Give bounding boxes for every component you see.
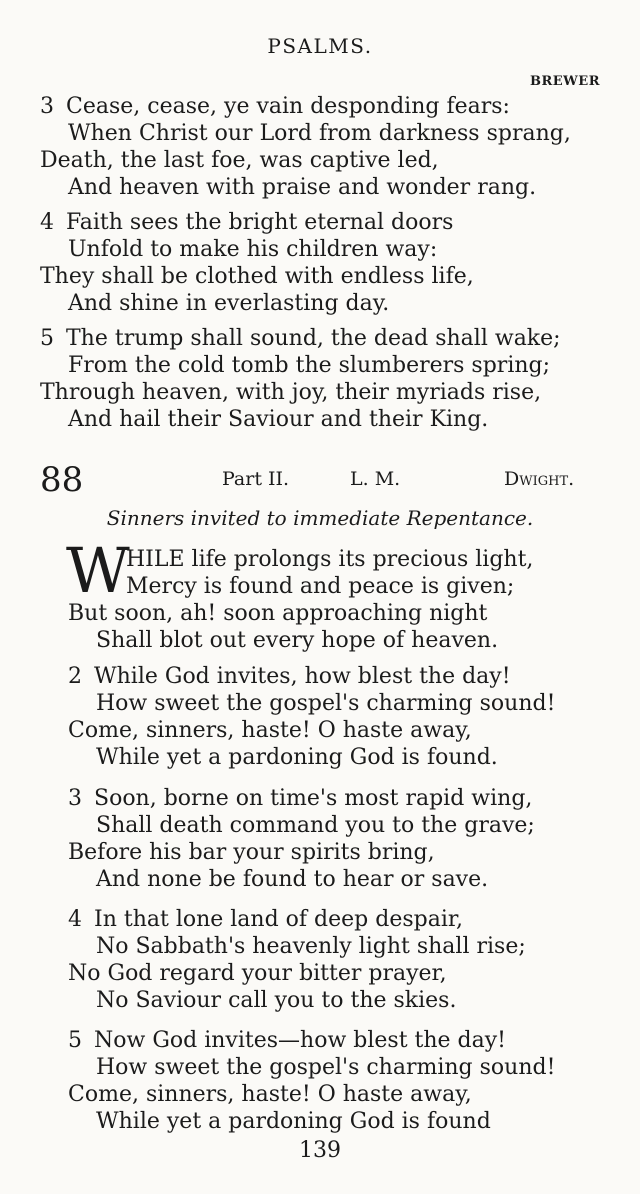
- stanza-line: 5 The trump shall sound, the dead shall wake;: [40, 326, 561, 351]
- stanza-line: Shall death command you to the grave;: [96, 813, 535, 838]
- stanza-line: But soon, ah! soon approaching night: [68, 601, 488, 626]
- hymn-meter: L. M.: [350, 468, 401, 490]
- stanza-line: How sweet the gospel's charming sound!: [96, 1055, 556, 1080]
- stanza-number: 5: [40, 326, 54, 351]
- hymn-author-brewer: BREWER: [529, 74, 600, 89]
- stanza-line: 4 Faith sees the bright eternal doors: [40, 210, 454, 235]
- stanza-line: How sweet the gospel's charming sound!: [96, 691, 556, 716]
- stanza-number: 3: [40, 94, 54, 119]
- stanza-line: Come, sinners, haste! O haste away,: [68, 718, 472, 743]
- stanza-line: Through heaven, with joy, their myriads rise,: [40, 380, 542, 405]
- stanza-line: 3 Cease, cease, ye vain desponding fears:: [40, 94, 510, 119]
- stanza-line: 5 Now God invites—how blest the day!: [68, 1028, 507, 1053]
- stanza-line: Shall blot out every hope of heaven.: [96, 628, 499, 653]
- stanza-line: Before his bar your spirits bring,: [68, 840, 435, 865]
- stanza-line: And none be found to hear or save.: [96, 867, 489, 892]
- stanza-line: 4 In that lone land of deep despair,: [68, 907, 463, 932]
- running-head: PSALMS.: [267, 34, 373, 58]
- stanza-line: Come, sinners, haste! O haste away,: [68, 1082, 472, 1107]
- stanza-line: Death, the last foe, was captive led,: [40, 148, 439, 173]
- hymn-author-dwight: Dwight.: [504, 468, 575, 490]
- stanza-line: They shall be clothed with endless life,: [40, 264, 474, 289]
- drop-cap: W: [66, 534, 130, 607]
- stanza-line: And shine in everlasting day.: [68, 291, 390, 316]
- stanza-line: When Christ our Lord from darkness sprang,: [68, 121, 571, 146]
- stanza-line: HILE life prolongs its precious light,: [126, 547, 534, 572]
- hymn-part: Part II.: [222, 468, 290, 490]
- stanza-line: While yet a pardoning God is found.: [96, 745, 498, 770]
- stanza-line: No Saviour call you to the skies.: [96, 988, 457, 1013]
- stanza-line: And heaven with praise and wonder rang.: [68, 175, 537, 200]
- stanza-line: Mercy is found and peace is given;: [126, 574, 515, 599]
- stanza-line: Unfold to make his children way:: [68, 237, 438, 262]
- stanza-line: No God regard your bitter prayer,: [68, 961, 447, 986]
- hymn-number: 88: [40, 460, 84, 500]
- stanza-line: 2 While God invites, how blest the day!: [68, 664, 511, 689]
- stanza-number: 3: [68, 786, 82, 811]
- hymn-title: Sinners invited to immediate Repentance.: [106, 506, 534, 530]
- stanza-number: 5: [68, 1028, 82, 1053]
- stanza-line: While yet a pardoning God is found: [96, 1109, 491, 1134]
- stanza-line: From the cold tomb the slumberers spring;: [68, 353, 551, 378]
- stanza-line: No Sabbath's heavenly light shall rise;: [96, 934, 526, 959]
- stanza-number: 2: [68, 664, 82, 689]
- stanza-line: 3 Soon, borne on time's most rapid wing,: [68, 786, 533, 811]
- stanza-number: 4: [40, 210, 54, 235]
- page-number: 139: [299, 1138, 341, 1163]
- stanza-line: And hail their Saviour and their King.: [68, 407, 489, 432]
- stanza-number: 4: [68, 907, 82, 932]
